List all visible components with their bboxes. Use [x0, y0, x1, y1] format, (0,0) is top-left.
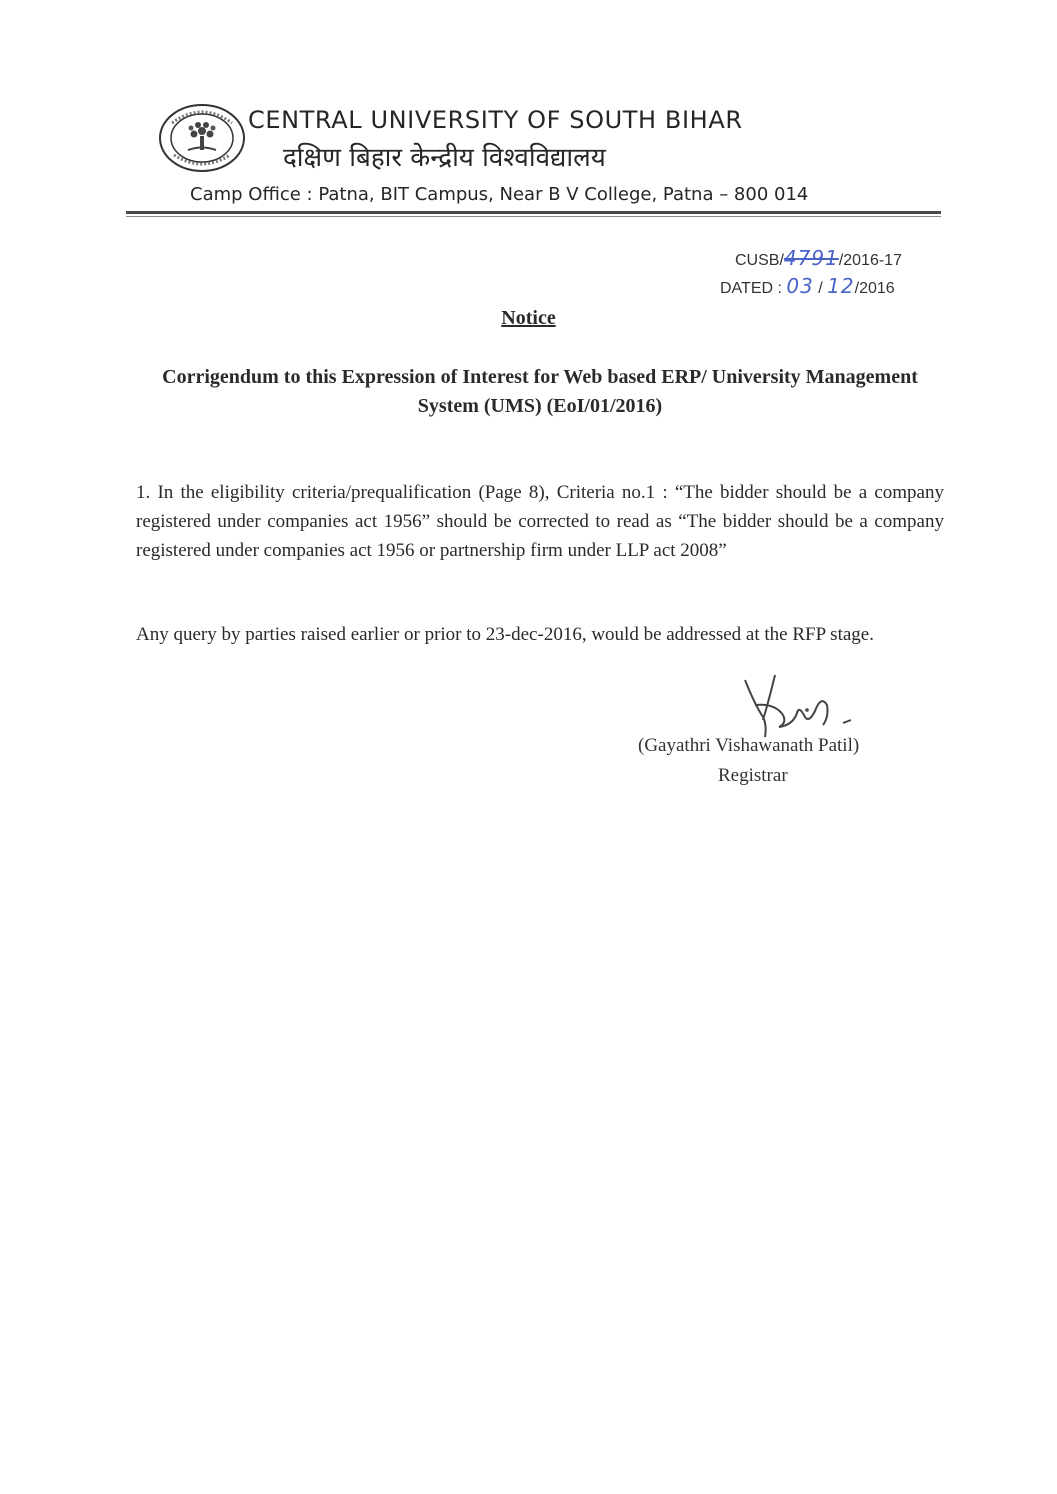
notice-title: Notice [501, 307, 556, 329]
query-paragraph: Any query by parties raised earlier or prior to 23-dec-2016, would be addressed at the RFP stage. [136, 624, 874, 645]
university-name-english: CENTRAL UNIVERSITY OF SOUTH BIHAR [248, 106, 743, 134]
date-day-handwritten: 03 [786, 274, 814, 298]
university-name-hindi: दक्षिण बिहार केन्द्रीय विश्वविद्यालय [283, 143, 606, 173]
signatory-designation: Registrar [718, 765, 788, 786]
notice-date [720, 274, 895, 298]
university-seal-icon [158, 103, 246, 173]
date-separator: / [818, 280, 823, 297]
notice-subject: Corrigendum to this Expression of Interest for Web based ERP/ University Management System (UMS) (EoI/01/2016) [162, 366, 918, 417]
handwritten-signature-icon [735, 665, 865, 745]
camp-office-address: Camp Office : Patna, BIT Campus, Near B V College, Patna – 800 014 [190, 184, 809, 205]
dated-label: DATED : [720, 280, 782, 297]
reference-handwritten-number: 4791 [783, 246, 839, 270]
letterhead-divider-thin [126, 216, 941, 217]
reference-suffix: /2016-17 [838, 252, 902, 269]
reference-prefix: CUSB/ [735, 252, 784, 269]
signatory-name: (Gayathri Vishawanath Patil) [638, 735, 860, 756]
date-year: /2016 [854, 280, 895, 297]
letterhead-divider [126, 211, 941, 214]
reference-number [735, 246, 902, 270]
date-month-handwritten: 12 [827, 274, 855, 298]
corrigendum-paragraph: 1. In the eligibility criteria/prequalification (Page 8), Criteria no.1 : “The bidder should be a company registered under companies act 1956” should be corrected to read as “The bidder should be a company registered under companies act 1956 or partnership firm under LLP act 2008” [136, 482, 944, 561]
